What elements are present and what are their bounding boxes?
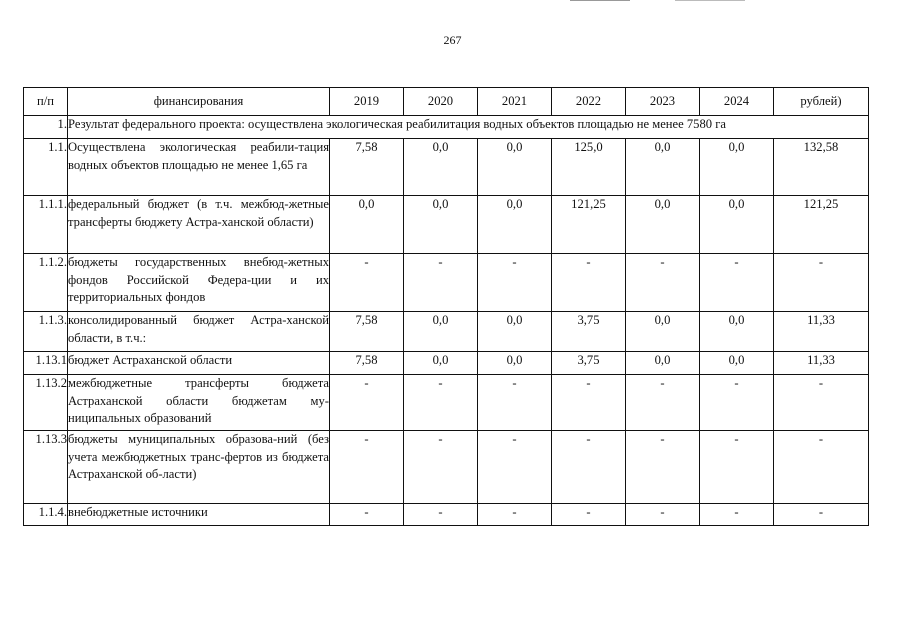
row-value: - xyxy=(478,504,552,526)
row-num: 1.1.3. xyxy=(24,312,68,352)
header-year: 2022 xyxy=(552,88,626,116)
financing-table xyxy=(23,87,869,526)
table-row xyxy=(24,431,869,504)
row-name: бюджеты муниципальных образова-ний (без учета межбюджетных транс-фертов из бюджета Астраханской об-ласти) xyxy=(68,431,330,504)
row-name: бюджет Астраханской области xyxy=(68,352,330,375)
row-value: - xyxy=(700,254,774,312)
scan-top-marks xyxy=(560,0,760,3)
page-number: 267 xyxy=(443,33,462,47)
row-value: - xyxy=(478,375,552,431)
row-num: 1.1. xyxy=(24,139,68,196)
row-value: 0,0 xyxy=(626,196,700,254)
row-value: 0,0 xyxy=(478,312,552,352)
header-year: 2020 xyxy=(404,88,478,116)
header-year: 2021 xyxy=(478,88,552,116)
row-value: 0,0 xyxy=(626,139,700,196)
row-value: - xyxy=(552,431,626,504)
row-total: - xyxy=(774,254,869,312)
table-row xyxy=(24,375,869,431)
table-row xyxy=(24,139,869,196)
row-name: внебюджетные источники xyxy=(68,504,330,526)
row-value: 0,0 xyxy=(626,312,700,352)
row-value: 3,75 xyxy=(552,312,626,352)
table-row xyxy=(24,312,869,352)
row-value: - xyxy=(552,504,626,526)
row-name: федеральный бюджет (в т.ч. межбюд-жетные трансферты бюджету Астра-ханской области) xyxy=(68,196,330,254)
result-text: Результат федерального проекта: осуществлена экологическая реабилитация водных объектов площадью не менее 7580 га xyxy=(68,116,869,139)
row-value: - xyxy=(552,254,626,312)
row-name: Осуществлена экологическая реабили-тация водных объектов площадью не менее 1,65 га xyxy=(68,139,330,196)
row-total: 132,58 xyxy=(774,139,869,196)
row-num: 1.1.4. xyxy=(24,504,68,526)
row-name: бюджеты государственных внебюд-жетных фондов Российской Федера-ции и их территориальных фондов xyxy=(68,254,330,312)
row-value: - xyxy=(552,375,626,431)
table-row xyxy=(24,254,869,312)
row-value: - xyxy=(404,375,478,431)
row-value: 7,58 xyxy=(330,312,404,352)
row-value: - xyxy=(700,375,774,431)
row-num: 1.13.3 xyxy=(24,431,68,504)
row-value: - xyxy=(404,504,478,526)
row-value: - xyxy=(330,431,404,504)
row-value: - xyxy=(404,431,478,504)
row-value: 0,0 xyxy=(700,139,774,196)
row-total: 11,33 xyxy=(774,352,869,375)
row-value: 0,0 xyxy=(478,139,552,196)
row-value: 0,0 xyxy=(404,196,478,254)
result-row xyxy=(24,116,869,139)
row-value: 7,58 xyxy=(330,139,404,196)
row-value: - xyxy=(330,375,404,431)
row-value: 0,0 xyxy=(700,352,774,375)
row-value: 121,25 xyxy=(552,196,626,254)
row-value: - xyxy=(404,254,478,312)
row-value: 7,58 xyxy=(330,352,404,375)
row-num: 1.13.1 xyxy=(24,352,68,375)
table-header-row xyxy=(24,88,869,116)
row-value: 0,0 xyxy=(478,196,552,254)
row-value: - xyxy=(626,431,700,504)
header-total: рублей) xyxy=(774,88,869,116)
row-value: 0,0 xyxy=(478,352,552,375)
row-name: межбюджетные трансферты бюджета Астраханской области бюджетам му-ниципальных образований xyxy=(68,375,330,431)
table-row xyxy=(24,504,869,526)
header-year: 2019 xyxy=(330,88,404,116)
row-value: - xyxy=(626,254,700,312)
row-num: 1.13.2 xyxy=(24,375,68,431)
row-value: - xyxy=(700,504,774,526)
row-total: - xyxy=(774,375,869,431)
header-num: п/п xyxy=(24,88,68,116)
row-value: 125,0 xyxy=(552,139,626,196)
row-num: 1.1.1. xyxy=(24,196,68,254)
row-value: - xyxy=(330,254,404,312)
header-year: 2023 xyxy=(626,88,700,116)
row-value: 0,0 xyxy=(700,196,774,254)
row-value: - xyxy=(330,504,404,526)
row-value: 0,0 xyxy=(404,312,478,352)
row-value: 0,0 xyxy=(404,352,478,375)
row-total: - xyxy=(774,431,869,504)
header-name: финансирования xyxy=(68,88,330,116)
row-value: - xyxy=(700,431,774,504)
row-value: - xyxy=(626,375,700,431)
row-value: 0,0 xyxy=(626,352,700,375)
row-name: консолидированный бюджет Астра-ханской области, в т.ч.: xyxy=(68,312,330,352)
row-total: - xyxy=(774,504,869,526)
header-year: 2024 xyxy=(700,88,774,116)
row-value: - xyxy=(626,504,700,526)
row-value: 0,0 xyxy=(700,312,774,352)
row-total: 121,25 xyxy=(774,196,869,254)
row-value: 0,0 xyxy=(330,196,404,254)
row-num: 1.1.2. xyxy=(24,254,68,312)
row-num: 1. xyxy=(24,116,68,139)
row-total: 11,33 xyxy=(774,312,869,352)
row-value: 0,0 xyxy=(404,139,478,196)
row-value: - xyxy=(478,431,552,504)
row-value: - xyxy=(478,254,552,312)
table-row xyxy=(24,352,869,375)
row-value: 3,75 xyxy=(552,352,626,375)
table-row xyxy=(24,196,869,254)
